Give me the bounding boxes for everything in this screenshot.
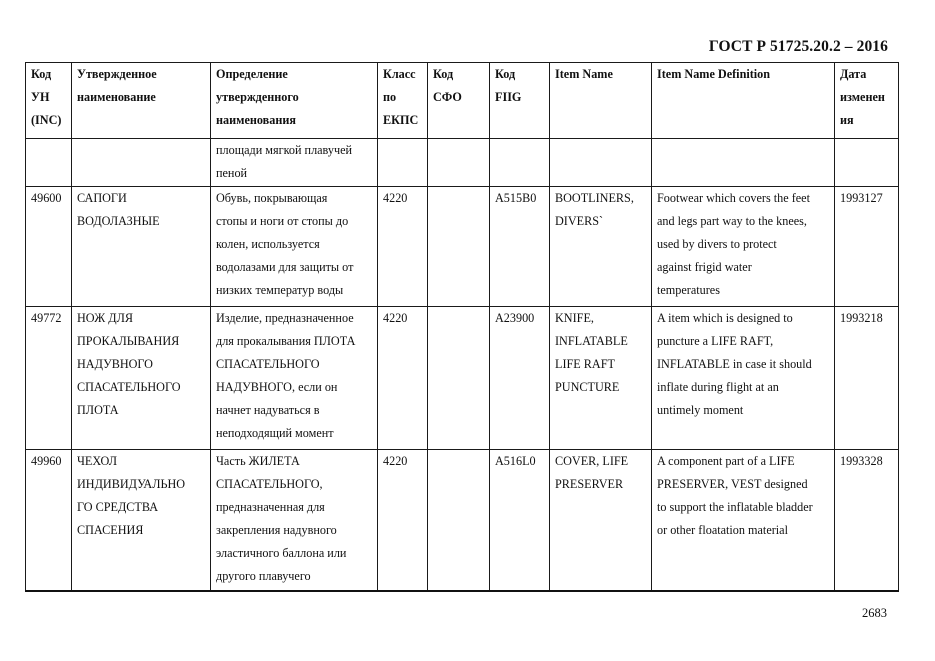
cell-item-name: KNIFE, INFLATABLE LIFE RAFT PUNCTURE — [550, 307, 652, 450]
cell-class: 4220 — [378, 187, 428, 307]
cell-fiig: A515B0 — [490, 187, 550, 307]
cell-approved-name — [72, 139, 211, 187]
column-header-inc: Код УН (INC) — [26, 63, 72, 139]
column-header-sfo: Код СФО — [428, 63, 490, 139]
cell-sfo — [428, 450, 490, 591]
cell-date: 1993328 — [835, 450, 899, 591]
cell-sfo — [428, 307, 490, 450]
cell-definition: площади мягкой плавучей пеной — [211, 139, 378, 187]
table-row — [26, 307, 899, 450]
cell-approved-name: ЧЕХОЛ ИНДИВИДУАЛЬНО ГО СРЕДСТВА СПАСЕНИЯ — [72, 450, 211, 591]
column-header-date: Дата изменен ия — [835, 63, 899, 139]
cell-inc: 49960 — [26, 450, 72, 591]
page-number: 2683 — [862, 606, 887, 620]
cell-definition: Обувь, покрывающая стопы и ноги от стопы до колен, используется водолазами для защиты от низких температур воды — [211, 187, 378, 307]
table-row-continuation — [26, 139, 899, 187]
cell-approved-name: НОЖ ДЛЯ ПРОКАЛЫВАНИЯ НАДУВНОГО СПАСАТЕЛЬНОГО ПЛОТА — [72, 307, 211, 450]
cell-class: 4220 — [378, 307, 428, 450]
cell-item-definition — [652, 139, 835, 187]
cell-inc — [26, 139, 72, 187]
document-header: ГОСТ Р 51725.20.2 – 2016 — [708, 38, 888, 55]
cell-fiig — [490, 139, 550, 187]
cell-item-name — [550, 139, 652, 187]
cell-class — [378, 139, 428, 187]
table-row — [26, 187, 899, 307]
table-row — [26, 450, 899, 591]
table-header-row — [26, 63, 899, 139]
cell-sfo — [428, 187, 490, 307]
column-header-item-definition: Item Name Definition — [652, 63, 835, 139]
cell-class: 4220 — [378, 450, 428, 591]
cell-item-name: COVER, LIFE PRESERVER — [550, 450, 652, 591]
cell-date: 1993127 — [835, 187, 899, 307]
column-header-class: Класс по ЕКПС — [378, 63, 428, 139]
column-header-approved-name: Утвержденное наименование — [72, 63, 211, 139]
cell-item-definition: A component part of a LIFE PRESERVER, VEST designed to support the inflatable bladder or other floatation material — [652, 450, 835, 591]
cell-sfo — [428, 139, 490, 187]
cell-item-definition: A item which is designed to puncture a LIFE RAFT, INFLATABLE in case it should inflate during flight at an untimely moment — [652, 307, 835, 450]
cell-date — [835, 139, 899, 187]
cell-approved-name: САПОГИ ВОДОЛАЗНЫЕ — [72, 187, 211, 307]
cell-item-definition: Footwear which covers the feet and legs part way to the knees, used by divers to protect against frigid water temperatures — [652, 187, 835, 307]
column-header-fiig: Код FIIG — [490, 63, 550, 139]
cell-fiig: A516L0 — [490, 450, 550, 591]
cell-inc: 49772 — [26, 307, 72, 450]
cell-fiig: A23900 — [490, 307, 550, 450]
column-header-definition: Определение утвержденного наименования — [211, 63, 378, 139]
item-name-table — [25, 62, 899, 592]
cell-date: 1993218 — [835, 307, 899, 450]
column-header-item-name: Item Name — [550, 63, 652, 139]
cell-definition: Изделие, предназначенное для прокалывания ПЛОТА СПАСАТЕЛЬНОГО НАДУВНОГО, если он начнет надуваться в неподходящий момент — [211, 307, 378, 450]
cell-inc: 49600 — [26, 187, 72, 307]
cell-item-name: BOOTLINERS, DIVERS` — [550, 187, 652, 307]
cell-definition: Часть ЖИЛЕТА СПАСАТЕЛЬНОГО, предназначенная для закрепления надувного эластичного баллона или другого плавучего — [211, 450, 378, 591]
